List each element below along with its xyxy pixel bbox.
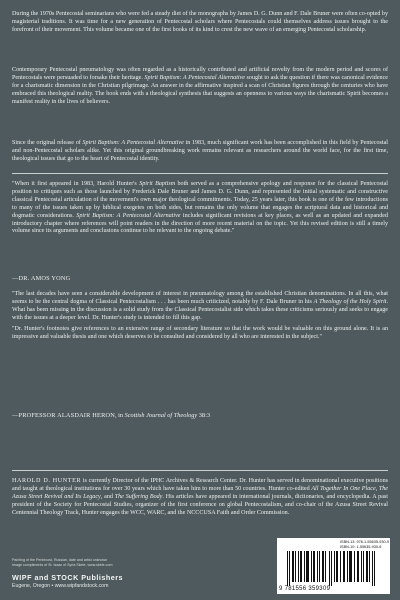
author-name: HAROLD D. HUNTER xyxy=(12,478,82,484)
intro-paragraph-2 xyxy=(12,67,388,107)
isbn-10-label: ISBN-10: 1-55635-930-6 xyxy=(340,545,382,549)
barcode-bars xyxy=(281,551,385,586)
endorsement-yong xyxy=(12,181,388,236)
publisher-name: WIPF and STOCK Publishers xyxy=(12,573,124,582)
endorsement-heron-journal: Scottish Journal of Theology xyxy=(124,412,198,419)
endorsement-heron-attribution-in: , in xyxy=(114,412,125,419)
intro-paragraph-1-text: During the 1970s Pentecostal seminarians who were fed a steady diet of the monographs by James D. G. Dunn and F. Dale Bruner were often co-opted by magisterial traditions. It was time for a new generation of Pentecostal scholars where Pentecostals could themselves address issues brought to the forefront of their movement. This volume became one of the first books of its kind to crest the new wave of an emerging Pentecostal scholarship. xyxy=(12,11,388,33)
endorsement-yong-text-b: both served as a comprehensive apology and response for the classical Pentecostal position to critiques such as those launched by Frederick Dale Bruner and James D. G. Dunn, and represented the initial systematic and constructive classical Pentecostal articulation of the movement's own major theological commitments. Today, 25 years later, this book is one of the few introductions to many of the issues taken up by biblical exegetes on both sides, but remains the only volume that engages the scriptural data and historical and dogmatic considerations. xyxy=(12,181,388,219)
divider-top xyxy=(12,173,388,174)
endorsement-yong-title-1: Spirit Baptism xyxy=(139,181,176,187)
author-bio-text-b: , xyxy=(375,485,379,492)
endorsement-heron-paragraph-2 xyxy=(12,326,388,342)
intro-paragraph-3 xyxy=(12,140,388,164)
intro-paragraph-2-text-b: sought to ask the question if there was canonical evidence for a charismatic dimension in the Christian pilgrimage. An answer in the affirmative inspired a scan of Christian figures through the centuries who have embraced this theological reality. The book ends with a theological synthesis that suggests an openness to various ways the charismatic Spirit becomes a manifest reality in the lives of believers. xyxy=(12,74,388,105)
endorsement-heron xyxy=(12,291,388,341)
endorsement-yong-text-a: "When it first appeared in 1983, Harold Hunter's xyxy=(12,181,140,187)
author-bio-text-d: . His articles have appeared in international journals, dictionaries, and encyclopedia. A past president of the Society for Pentecostal Studies, organizer of the first conference on global Pentecostalism, and co-chair of the Azusa Street Revival Centennial Theology Track, Hunter engages the WCC, WARC, and the NCCCUSA Faith and Order Commission. xyxy=(12,493,388,516)
endorsement-heron-text-a: "The last decades have seen a considerable development of interest in pneumatology among the established Christian denominations. In all this, what seems to be the central dogma of Classical Pentecostalism . . . has been much criticized, notably by F. Dale Bruner in his xyxy=(12,291,388,305)
endorsement-heron-text-b: . What has been missing in the discussion is a solid study from the Classical Pentecostalist side which takes these criticisms seriously and seeks to engage with the issues at a deeper level. Dr. Hunter's study is intended to fill this gap. xyxy=(12,298,388,321)
barcode-digits: 9 781556 359309 xyxy=(279,586,331,592)
author-book-1: All Together In One Place xyxy=(311,485,376,492)
intro-paragraph-2-book-title: Spirit Baptism: A Pentecostal Alternative xyxy=(144,74,246,81)
divider-bottom xyxy=(12,470,388,471)
intro-paragraph-1 xyxy=(12,11,388,35)
author-book-2: The Azusa Street Revival and Its Legacy xyxy=(12,485,389,500)
isbn-13-label: ISBN-13: 978-1-55635-930-9 xyxy=(340,540,389,544)
endorsement-heron-title: A Theology of the Holy Spirit xyxy=(313,298,387,305)
endorsement-heron-journal-ref: 38:3 xyxy=(197,412,210,419)
intro-paragraph-3-book-title: Spirit Baptism: A Pentecostal Alternative xyxy=(82,140,184,146)
image-credit-line-2: Image compliments of St. Isaac of Syria Skete, www.skete.com xyxy=(12,562,113,567)
isbn-barcode xyxy=(277,538,390,594)
endorsement-yong-text-c: includes significant revisions at key places, as well as an updated and expanded introductory chapter where references will point readers in the direction of more recent material on the topic. Yet this revised edition is still a timely volume since its arguments and conclusions continue to be relevant to the ongoing debate." xyxy=(12,212,388,235)
endorsement-heron-attribution-name: —PROFESSOR ALASDAIR HERON xyxy=(12,412,115,419)
endorsement-heron-paragraph-1 xyxy=(12,291,388,323)
intro-paragraph-3-text-a: Since the original release of xyxy=(12,140,83,146)
image-credit xyxy=(12,558,182,567)
image-credit-line-1: Painting of the Pentecost, Russian, date and artist unknown xyxy=(12,558,108,562)
endorsement-yong-title-2: Spirit Baptism: A Pentecostal Alternative xyxy=(76,212,181,219)
author-bio-text-a: is currently Director of the IPHC Archives & Research Center. Dr. Hunter has served in denominational executive positions and taught at theological institutions for over 30 years which have taken him to more than 50 countries. Hunter co-edited xyxy=(12,478,389,492)
publisher-address: Eugene, Oregon • www.wipfandstock.com xyxy=(12,583,109,589)
intro-paragraph-2-text-a: Contemporary Pentecostal pneumatology was often regarded as a historically contributed and artificial novelty from the modern period and scores of Pentecostals were persuaded to forsake their heritage. xyxy=(12,67,388,81)
endorsement-yong-attribution xyxy=(12,275,388,283)
intro-paragraph-3-text-b: in 1983, much significant work has been accomplished in this field by Pentecostal and non-Pentecostal scholars alike. Yet this original groundbreaking work remains relevant as researchers around the world face, for the first time, theological issues that go to the heart of Pentecostal identity. xyxy=(12,140,388,162)
endorsement-yong-attribution-name: —DR. AMOS YONG xyxy=(12,275,71,282)
author-bio-text-c: , and xyxy=(100,493,115,500)
author-bio xyxy=(12,478,388,518)
endorsement-heron-text-c: "Dr. Hunter's footnotes give references to an extensive range of secondary literature so that the work would be valuable on this ground alone. It is an impressive and valuable thesis and one which deserves to be consulted and considered by all who are interested in the subject." xyxy=(12,325,388,340)
endorsement-heron-attribution xyxy=(12,412,388,420)
author-book-3: The Suffering Body xyxy=(114,493,163,500)
